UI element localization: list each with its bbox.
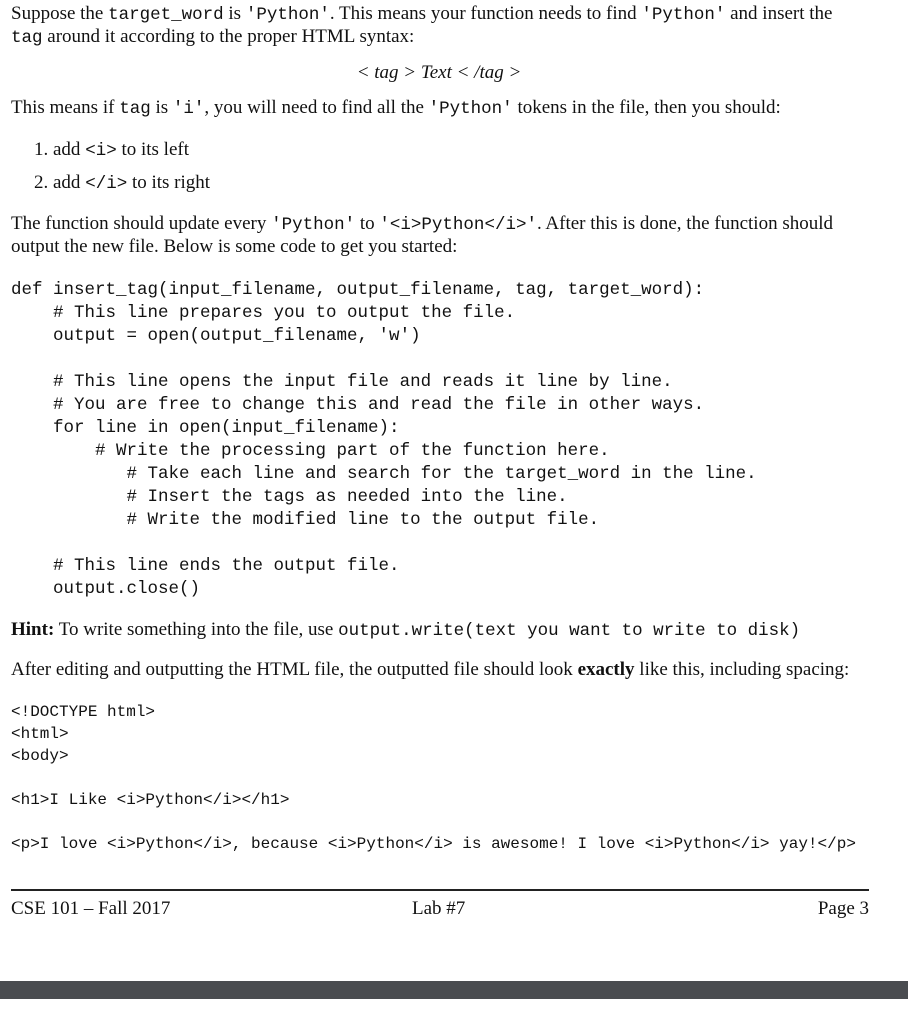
text-span: To write something into the file, use [54, 619, 339, 640]
text-span: around it according to the proper HTML syntax: [42, 26, 415, 47]
html-line: <h1>I Like <i>Python</i></h1> [11, 791, 290, 809]
code-tagged-python: '<i>Python</i>' [379, 215, 537, 235]
expected-html-block [11, 701, 856, 855]
code-line: # This line ends the output file. [11, 556, 400, 576]
html-line: <p>I love <i>Python</i>, because <i>Python</i> is awesome! I love <i>Python</i> yay!</p> [11, 835, 856, 853]
text-span: The function should update every [11, 213, 272, 234]
text-span: . This means your function needs to find [329, 3, 642, 24]
list-item [34, 172, 210, 195]
code-line: for line in open(input_filename): [11, 418, 400, 438]
html-line: <body> [11, 747, 69, 765]
code-line: def insert_tag(input_filename, output_filename, tag, target_word): [11, 280, 705, 300]
html-line: <!DOCTYPE html> [11, 703, 156, 721]
emphasis-exactly: exactly [577, 659, 635, 680]
code-line: # Write the modified line to the output file. [11, 510, 600, 530]
intro-paragraph-line-2 [11, 26, 414, 49]
text-span: is [150, 97, 173, 118]
hint-paragraph [11, 619, 800, 642]
footer-page-number: Page 3 [817, 898, 869, 919]
code-output-write: output.write(text you want to write to disk) [338, 621, 801, 641]
code-i-string: 'i' [172, 99, 205, 119]
code-tag: tag [11, 28, 43, 48]
footer-rule [11, 889, 869, 891]
code-line: # Take each line and search for the target_word in the line. [11, 464, 757, 484]
update-paragraph-line-2: output the new file. Below is some code to get you started: [11, 236, 458, 257]
text-span: Suppose the [11, 3, 109, 24]
code-python-string: 'Python' [245, 5, 330, 25]
html-line [11, 811, 856, 833]
text-span: This means if [11, 97, 120, 118]
tag-syntax-formula: < tag > Text < /tag > [356, 62, 522, 83]
text-span: and insert the [725, 3, 833, 24]
code-tag: tag [119, 99, 151, 119]
html-line: <html> [11, 725, 69, 743]
footer-lab: Lab #7 [412, 898, 466, 919]
text-span: is [223, 3, 246, 24]
code-line: # You are free to change this and read the file in other ways. [11, 395, 705, 415]
text-span: to its right [127, 172, 211, 193]
text-span: to [355, 213, 380, 234]
list-number: 1. [34, 139, 49, 160]
text-span: , you will need to find all the [204, 97, 429, 118]
starter-code-block [11, 279, 757, 601]
text-span: add [53, 172, 86, 193]
code-python-string: 'Python' [271, 215, 356, 235]
code-python-string: 'Python' [641, 5, 726, 25]
viewer-bottom-bar [0, 981, 908, 999]
text-span: . After this is done, the function should [536, 213, 834, 234]
code-line: output = open(output_filename, 'w') [11, 326, 421, 346]
explanation-paragraph [11, 97, 781, 120]
list-number: 2. [34, 172, 49, 193]
hint-label: Hint: [11, 619, 55, 640]
code-line: # Write the processing part of the function here. [11, 441, 610, 461]
code-target-word: target_word [108, 5, 224, 25]
text-span: to its left [116, 139, 190, 160]
html-line [11, 767, 856, 789]
text-span: add [53, 139, 86, 160]
text-span: After editing and outputting the HTML file, the outputted file should look [11, 659, 578, 680]
intro-paragraph-line-1 [11, 3, 832, 26]
code-line: output.close() [11, 579, 201, 599]
expected-output-paragraph [11, 659, 849, 681]
code-python-string: 'Python' [428, 99, 513, 119]
text-span: like this, including spacing: [634, 659, 850, 680]
code-line [11, 348, 757, 371]
footer-course: CSE 101 – Fall 2017 [11, 898, 171, 919]
code-line [11, 532, 757, 555]
update-paragraph-line-1 [11, 213, 833, 236]
code-close-tag: </i> [85, 174, 128, 194]
code-line: # Insert the tags as needed into the line. [11, 487, 568, 507]
code-open-tag: <i> [85, 141, 117, 161]
text-span: tokens in the file, then you should: [512, 97, 781, 118]
code-line: # This line prepares you to output the file. [11, 303, 516, 323]
list-item [34, 139, 189, 162]
code-line: # This line opens the input file and reads it line by line. [11, 372, 673, 392]
